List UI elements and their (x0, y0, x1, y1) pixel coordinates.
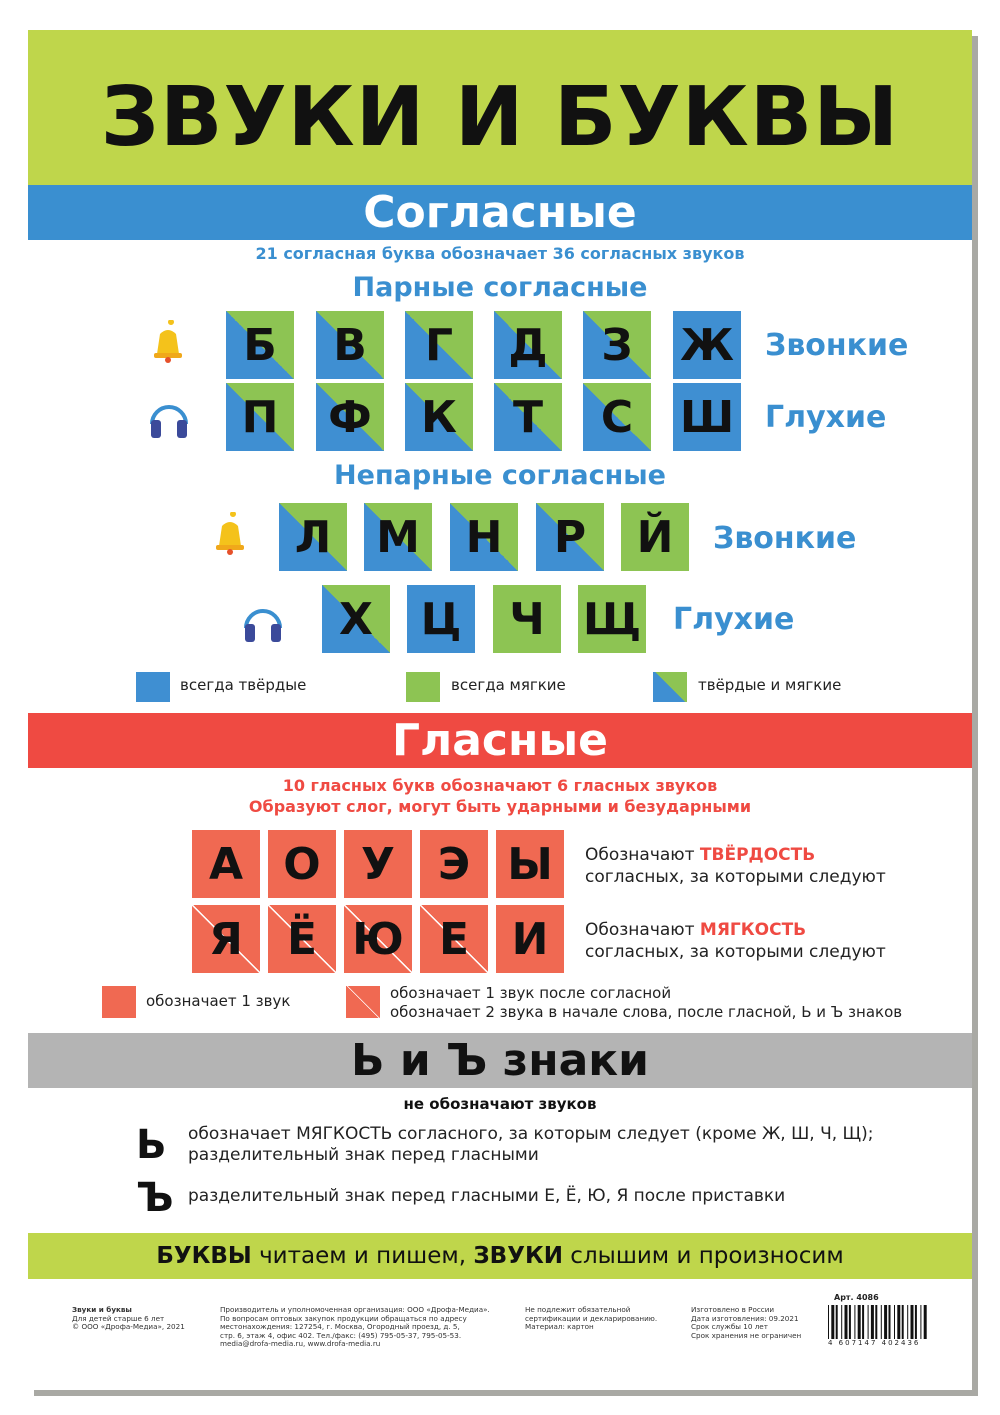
legend-swatch-soft (406, 672, 440, 702)
letter-tile: Н (450, 503, 518, 571)
desc-suffix: согласных, за которыми следуют (585, 867, 886, 887)
legend-swatch-one-sound (102, 986, 136, 1018)
soft-word: МЯГКОСТЬ (699, 920, 807, 940)
article-number: Арт. 4086 (834, 1293, 879, 1302)
headphones-icon (240, 600, 286, 644)
vowel-tile: Э (420, 830, 488, 898)
vowel-tile: Ы (496, 830, 564, 898)
soft-sign-desc (188, 1124, 874, 1166)
letter-tile: Ж (673, 311, 741, 379)
barcode (828, 1305, 928, 1339)
legend-hard: всегда твёрдые (180, 676, 307, 694)
soft-description (585, 919, 886, 963)
vowels-line2: Образуют слог, могут быть ударными и безударными (248, 797, 752, 816)
vowel-tile: У (344, 830, 412, 898)
footer-line: Не подлежит обязательной (525, 1305, 631, 1314)
footer-line: Звуки и буквы (72, 1305, 132, 1314)
footer-line: местонахождения: 127254, г. Москва, Огородный проезд, д. 5, (220, 1322, 460, 1331)
voiced-label-2: Звонкие (713, 521, 857, 556)
voiceless-label: Глухие (765, 400, 887, 435)
footer-col3 (525, 1306, 657, 1332)
footer-line: Для детей старше 6 лет (72, 1313, 165, 1323)
bell-icon (148, 320, 188, 364)
poster (28, 30, 972, 1390)
legend-swatch-both (653, 672, 687, 702)
bottom-text1: читаем и пишем, (251, 1243, 474, 1269)
footer-col2 (220, 1306, 490, 1349)
desc-prefix: Обозначают (585, 920, 700, 940)
letter-tile: К (405, 383, 473, 451)
soft-line1: обозначает МЯГКОСТЬ согласного, за которым следует (кроме Ж, Ш, Ч, Щ); (188, 1124, 874, 1144)
letter-tile: Й (621, 503, 689, 571)
barcode-number: 4 607147 402436 (828, 1339, 921, 1347)
letter-tile: Д (494, 311, 562, 379)
consonants-heading: Согласные (28, 185, 972, 240)
page-title: ЗВУКИ И БУКВЫ (100, 70, 900, 165)
vowel-tile: Ё (268, 905, 336, 973)
hard-sign: Ъ (136, 1175, 174, 1221)
soft-line2: разделительный знак перед гласными (188, 1145, 539, 1165)
footer-line: Срок хранения не ограничен (691, 1330, 802, 1340)
unpaired-heading: Непарные согласные (334, 460, 666, 491)
footer-line: Производитель и уполномоченная организация: ООО «Дрофа-Медиа». (220, 1305, 490, 1314)
letter-tile: Ш (673, 383, 741, 451)
letter-tile: Т (494, 383, 562, 451)
letter-tile: Ф (316, 383, 384, 451)
paired-heading: Парные согласные (352, 272, 648, 303)
footer-line: сертификации и декларированию. (525, 1313, 658, 1323)
consonants-subtitle: 21 согласная буква обозначает 36 согласных звуков (255, 244, 745, 263)
vowel-tile: А (192, 830, 260, 898)
legend-soft: всегда мягкие (451, 676, 566, 694)
footer-line: media@drofa-media.ru, www.drofa-media.ru (220, 1339, 381, 1348)
letter-tile: Щ (578, 585, 646, 653)
bottom-text2: слышим и произносим (563, 1243, 844, 1269)
legend-line: обозначает 1 звук после согласной (390, 984, 672, 1002)
letter-tile: Ц (407, 585, 475, 653)
letter-tile: Р (536, 503, 604, 571)
footer-line: © ООО «Дрофа-Медиа», 2021 (72, 1322, 185, 1331)
voiced-label: Звонкие (765, 328, 909, 363)
bell-icon (210, 512, 250, 556)
footer-col4 (691, 1306, 801, 1340)
letter-tile: С (583, 383, 651, 451)
legend-line: обозначает 2 звука в начале слова, после гласной, Ь и Ъ знаков (390, 1003, 903, 1021)
footer-line: Срок службы 10 лет (691, 1322, 768, 1331)
vowel-tile: Ю (344, 905, 412, 973)
soft-sign: Ь (136, 1122, 167, 1168)
footer-line: Материал: картон (525, 1322, 594, 1331)
legend-both: твёрдые и мягкие (698, 676, 842, 694)
footer-line: стр. 6, этаж 4, офис 402. Тел./факс: (495) 795-05-37, 795-05-53. (220, 1330, 462, 1340)
letter-tile: Л (279, 503, 347, 571)
letter-tile: Ч (493, 585, 561, 653)
bottom-banner (28, 1233, 972, 1279)
letter-tile: М (364, 503, 432, 571)
vowel-tile: И (496, 905, 564, 973)
vowels-heading: Гласные (28, 713, 972, 768)
vowel-tile: Я (192, 905, 260, 973)
hard-word: ТВЁРДОСТЬ (699, 845, 816, 865)
letter-tile: Х (322, 585, 390, 653)
desc-suffix: согласных, за которыми следуют (585, 942, 886, 962)
legend-swatch-hard (136, 672, 170, 702)
signs-subtitle: не обозначают звуков (403, 1095, 597, 1113)
letter-tile: Г (405, 311, 473, 379)
letters-word: БУКВЫ (156, 1243, 252, 1269)
voiceless-label-2: Глухие (673, 602, 795, 637)
desc-prefix: Обозначают (585, 845, 700, 865)
letter-tile: П (226, 383, 294, 451)
footer-line: Изготовлено в России (691, 1305, 775, 1314)
footer-line: Дата изготовления: 09.2021 (691, 1313, 799, 1323)
vowel-tile: О (268, 830, 336, 898)
letter-tile: Б (226, 311, 294, 379)
barcode-bars (828, 1305, 928, 1339)
hard-sign-desc: разделительный знак перед гласными Е, Ё, Ю, Я после приставки (188, 1186, 786, 1206)
vowels-line1: 10 гласных букв обозначают 6 гласных звуков (282, 776, 718, 795)
legend-swatch-two-sounds (346, 986, 380, 1018)
letter-tile: З (583, 311, 651, 379)
signs-heading: Ь и Ъ знаки (28, 1033, 972, 1088)
vowel-tile: Е (420, 905, 488, 973)
sounds-word: ЗВУКИ (473, 1243, 563, 1269)
footer-col1 (72, 1306, 185, 1332)
footer-line: По вопросам оптовых закупок продукции обращаться по адресу (220, 1313, 467, 1323)
letter-tile: В (316, 311, 384, 379)
headphones-icon (146, 396, 192, 440)
legend-two-sounds (390, 984, 902, 1022)
legend-one-sound: обозначает 1 звук (146, 992, 291, 1010)
hard-description (585, 844, 886, 888)
